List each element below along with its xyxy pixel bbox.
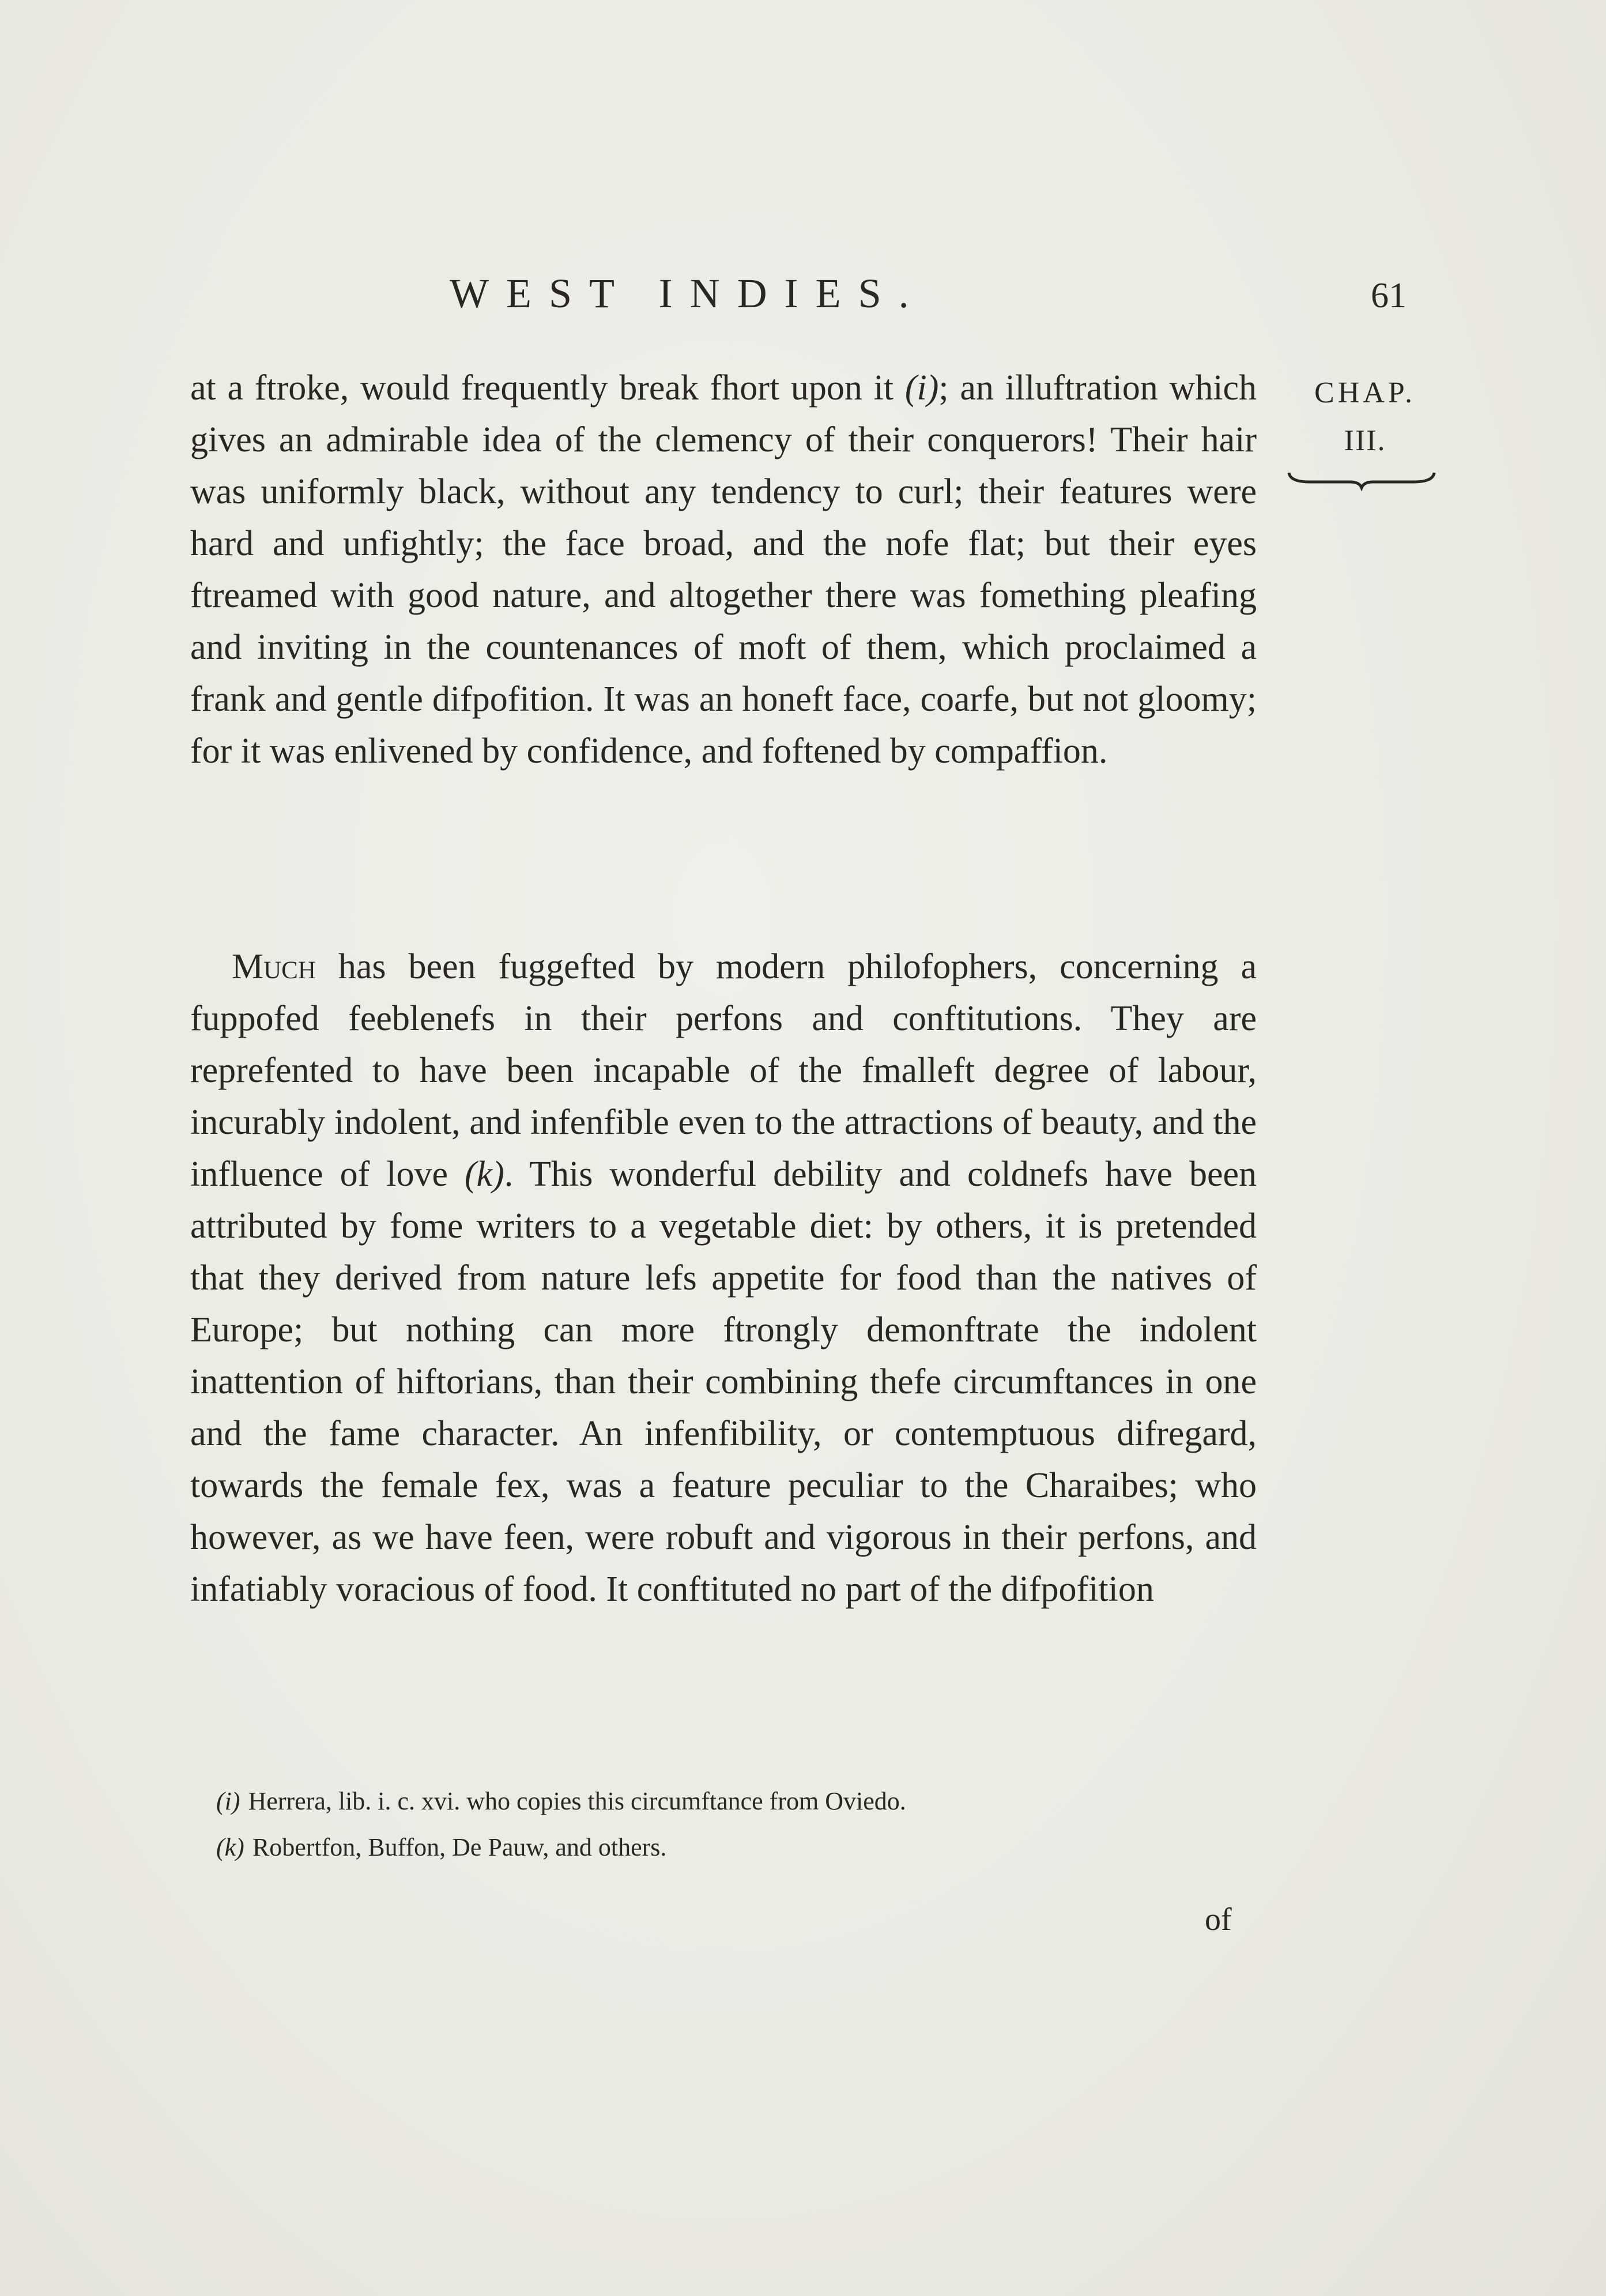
running-head: WEST INDIES. (450, 270, 926, 316)
paragraph-2-text-b: . This wonderful debility and coldnefs have been attributed by fome writers to a vegetable diet: by others, it is pretended that they derived from nature lefs appetite for food than the natives of Europe; but nothing can more ftrongly demonftrate the indolent inattention of hiftorians, than their combining thefe circumftances in one and the fame character. An infenfibility, or contemptuous difregard, towards the female fex, was a feature peculiar to the Charaibes; who however, as we have feen, were robuft and vigorous in their perfons, and infatiably voracious of food. It conftituted no part of the difpofition (190, 1155, 1257, 1609)
footnote-ref-i[interactable]: (i) (904, 368, 939, 408)
paragraph-1-text-b: ; an illuftration which gives an admirable idea of the clemency of their conquerors! Their hair was uniformly black, without any tendency to curl; their features were hard and unfightly; the face broad, and the nofe flat; but their eyes ftreamed with good nature, and altogether there was fomething pleafing and inviting in the countenances of moft of them, which proclaimed a frank and gentle difpofition. It was an honeft face, coarfe, but not gloomy; for it was enlivened by confidence, and foftened by compaffion. (190, 368, 1257, 771)
footnote-text-k: Robertfon, Buffon, De Pauw, and others. (252, 1833, 667, 1861)
footnote-k (216, 1824, 1254, 1871)
page-number: 61 (1371, 276, 1407, 315)
chapter-number: III. (1344, 424, 1386, 457)
paragraph-1 (190, 362, 1257, 777)
paragraph-2-text-a: has been fuggefted by modern philofophers, concerning a fuppofed feeblenefs in their perfons and conftitutions. They are reprefented to have been incapable of the fmalleft degree of labour, incurably indolent, and infenfible even to the attractions of beauty, and the influence of love (190, 947, 1257, 1194)
footnote-text-i: Herrera, lib. i. c. xvi. who copies this circumftance from Oviedo. (248, 1787, 906, 1815)
paragraph-1-text-a: at a ftroke, would frequently break fhort upon it (190, 368, 905, 408)
paragraph-2 (190, 941, 1257, 1615)
footnote-i (216, 1778, 1254, 1824)
chapter-brace (1287, 468, 1437, 491)
footnote-mark-i: (i) (216, 1787, 240, 1815)
footnote-ref-k[interactable]: (k) (464, 1155, 504, 1194)
footnotes (216, 1778, 1254, 1871)
footnote-mark-k: (k) (216, 1833, 244, 1861)
catchword: of (1205, 1902, 1232, 1937)
paragraph-2-lead-word: Much (232, 947, 316, 986)
chapter-label: CHAP. (1314, 376, 1416, 409)
